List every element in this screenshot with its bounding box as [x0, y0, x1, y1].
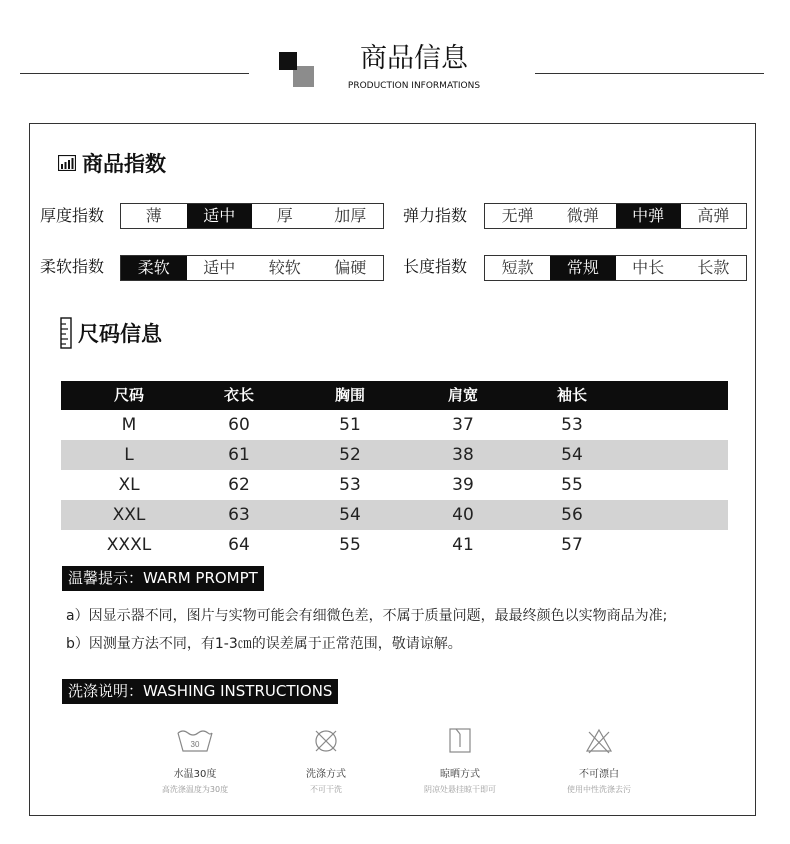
index-option: 微弹	[566, 206, 599, 225]
table-cell: 53	[561, 415, 583, 435]
index-option: 薄	[145, 206, 162, 225]
size-table-header	[61, 381, 728, 410]
header-cell: 衣长	[223, 386, 254, 404]
table-cell: 60	[228, 415, 250, 435]
table-cell: 53	[339, 475, 361, 495]
header-cell: 袖长	[556, 386, 587, 404]
index-scale-softness	[120, 255, 384, 281]
wash-item-bleach	[534, 724, 664, 796]
index-option: 加厚	[334, 206, 367, 225]
warm-prompt-note-a: a）因显示器不同，图片与实物可能会有细微色差，不属于质量问题，最最终颜色以实物商品为准;	[66, 608, 668, 624]
table-cell: 52	[339, 445, 361, 465]
index-label-elasticity: 弹力指数	[403, 206, 468, 225]
table-cell: 37	[452, 415, 474, 435]
index-option: 长款	[697, 258, 730, 277]
index-option: 无弹	[501, 206, 534, 225]
wash-title: 晾晒方式	[440, 769, 480, 780]
wash-title: 水温30度	[173, 769, 217, 780]
washing-banner: 洗涤说明：WASHING INSTRUCTIONS	[62, 679, 338, 704]
table-cell: 61	[228, 445, 250, 465]
no-wash-icon	[311, 726, 341, 756]
table-cell: 55	[561, 475, 583, 495]
table-row	[61, 530, 728, 560]
header-line-right	[535, 73, 764, 74]
header-line-left	[20, 73, 249, 74]
warm-prompt-note-b: b）因测量方法不同，有1-3㎝的误差属于正常范围，敬请谅解。	[66, 636, 462, 652]
table-cell: 64	[228, 535, 250, 555]
index-label-thickness: 厚度指数	[40, 206, 105, 225]
header-black-square	[279, 52, 297, 70]
index-scale-elasticity	[484, 203, 747, 229]
table-cell: 38	[452, 445, 474, 465]
wash-item-drying	[395, 724, 525, 796]
wash-title: 洗涤方式	[306, 769, 346, 780]
size-info-title: 尺码信息	[78, 322, 162, 346]
warm-prompt-banner: 温馨提示：WARM PROMPT	[62, 566, 264, 591]
header-cell: 肩宽	[447, 386, 478, 404]
table-cell: 62	[228, 475, 250, 495]
wash-item-method	[261, 724, 391, 796]
wash-30-badge: 30	[190, 740, 200, 749]
table-row	[61, 410, 728, 440]
index-option-selected: 常规	[550, 256, 615, 280]
index-option: 短款	[501, 258, 534, 277]
index-option: 中长	[632, 258, 665, 277]
drip-dry-icon	[446, 726, 474, 756]
index-scale-length	[484, 255, 747, 281]
table-row	[61, 500, 728, 530]
index-option: 高弹	[697, 206, 730, 225]
product-index-heading	[58, 148, 166, 178]
table-cell: 51	[339, 415, 361, 435]
index-label-softness: 柔软指数	[40, 257, 105, 276]
no-bleach-icon	[584, 726, 614, 756]
index-option-selected: 中弹	[616, 204, 681, 228]
table-cell: 40	[452, 505, 474, 525]
wash-title: 不可漂白	[579, 769, 619, 780]
table-row	[61, 440, 728, 470]
table-cell: L	[124, 445, 134, 465]
table-cell: 39	[452, 475, 474, 495]
page-title: 商品信息	[360, 43, 468, 74]
table-cell: M	[121, 415, 137, 435]
table-row	[61, 470, 728, 500]
table-cell: 57	[561, 535, 583, 555]
bar-chart-icon	[58, 155, 76, 171]
table-cell: XXL	[112, 505, 146, 525]
wash-desc: 高洗涤温度为30度	[161, 785, 229, 794]
size-info-heading	[60, 317, 162, 349]
wash-desc: 使用中性洗涤去污	[567, 785, 631, 794]
index-option: 较软	[268, 258, 301, 277]
product-index-title: 商品指数	[82, 152, 166, 176]
wash-desc: 不可干洗	[310, 785, 342, 794]
index-option-selected: 适中	[187, 204, 253, 228]
wash-item-temperature	[130, 724, 260, 796]
table-cell: XXXL	[106, 535, 152, 555]
index-option: 适中	[203, 258, 236, 277]
table-cell: 41	[452, 535, 474, 555]
table-cell: 54	[561, 445, 583, 465]
index-option-selected: 柔软	[121, 256, 187, 280]
header-cell: 胸围	[334, 386, 365, 404]
header-cell: 尺码	[113, 386, 144, 404]
table-cell: 63	[228, 505, 250, 525]
table-cell: 55	[339, 535, 361, 555]
index-scale-thickness	[120, 203, 384, 229]
table-cell: XL	[118, 475, 140, 495]
page-subtitle: PRODUCTION INFORMATIONS	[347, 81, 481, 91]
index-label-length: 长度指数	[403, 257, 468, 276]
ruler-icon	[60, 317, 72, 349]
table-cell: 54	[339, 505, 361, 525]
index-option: 偏硬	[334, 258, 367, 277]
index-option: 厚	[276, 206, 293, 225]
size-table	[61, 381, 728, 560]
wash-30-icon	[175, 727, 215, 755]
table-cell: 56	[561, 505, 583, 525]
wash-desc: 阴凉处悬挂晾干即可	[424, 785, 496, 794]
